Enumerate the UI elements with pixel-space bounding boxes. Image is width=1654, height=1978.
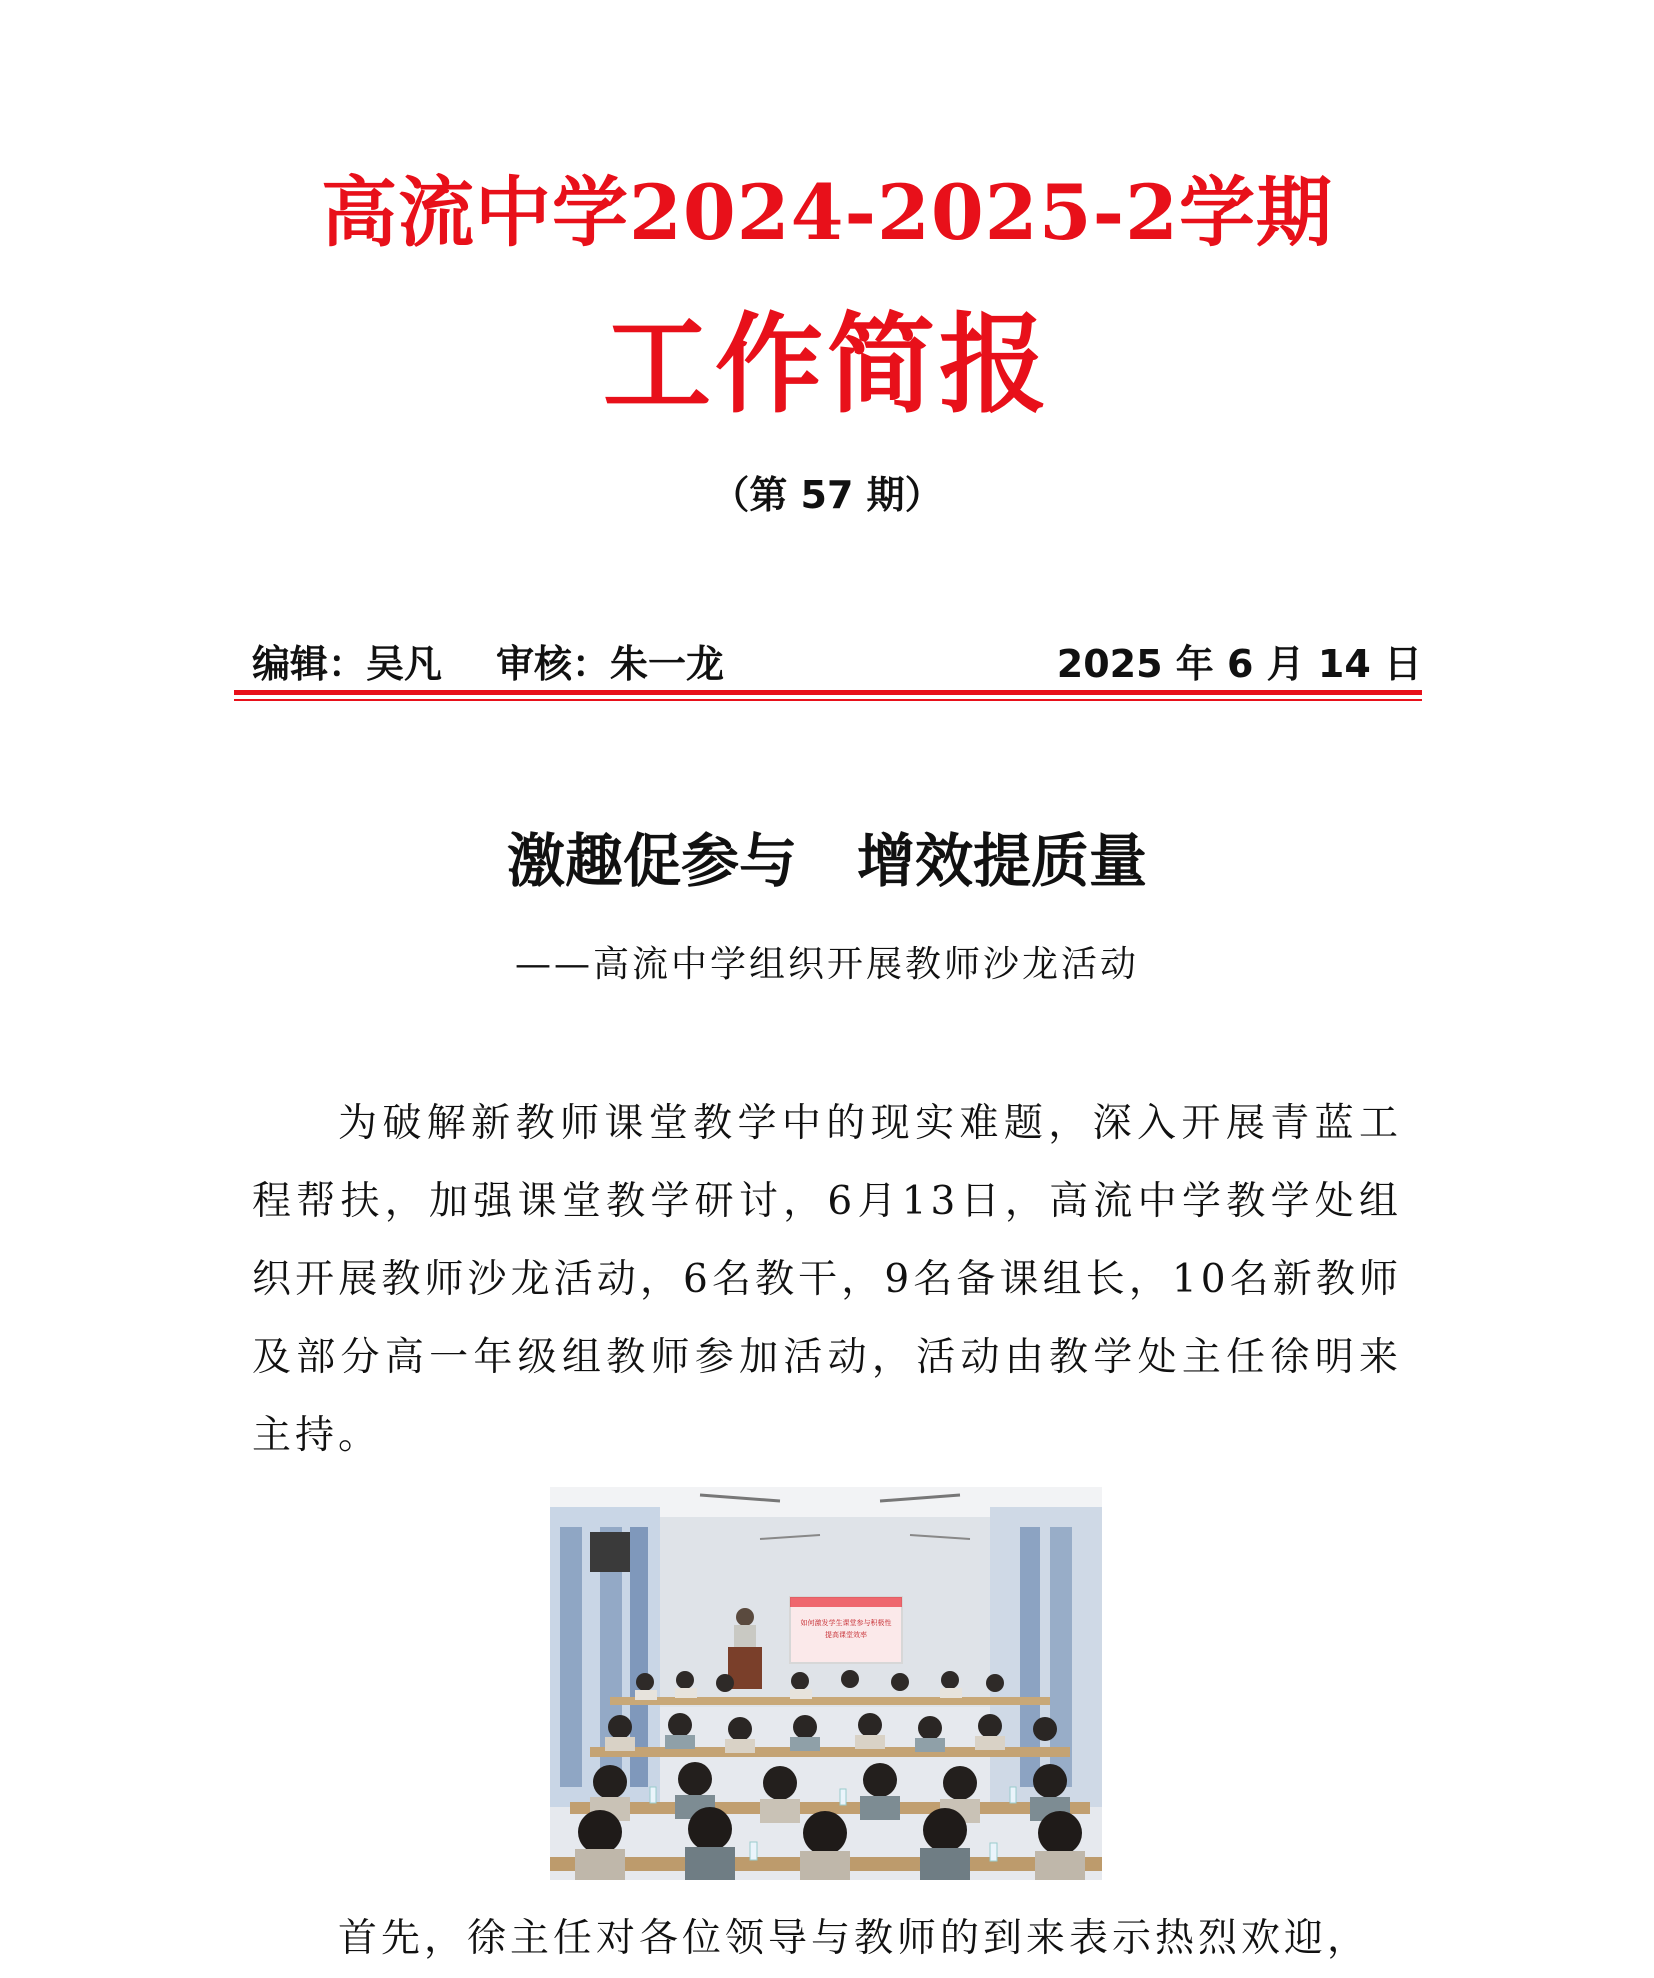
article-title-part1: 激趣促参与 <box>506 827 797 895</box>
header-rule-thin <box>234 699 1422 701</box>
credits <box>252 636 738 692</box>
article-title-part2: 增效提质量 <box>857 827 1148 895</box>
reviewer: 审核：朱一龙 <box>496 642 725 686</box>
editor: 编辑：吴凡 <box>252 642 443 686</box>
article-paragraph: 为破解新教师课堂教学中的现实难题，深入开展青蓝工程帮扶，加强课堂教学研讨，6月13日，高流中学教学处组织开展教师沙龙活动，6名教干，9名备课组长，10名新教师及部分高一年级组教师参加活动，活动由教学处主任徐明来主持。 <box>252 1101 1402 1458</box>
screen-subtitle: 提高课堂效率 <box>825 1631 867 1639</box>
article-title <box>0 826 1654 896</box>
header-rule-thick <box>234 690 1422 695</box>
issue-number: （第 57 期） <box>711 473 943 517</box>
masthead-heading: 工作简报 <box>602 302 1051 428</box>
article-subtitle: ——高流中学组织开展教师沙龙活动 <box>514 944 1139 985</box>
article-paragraph: 首先，徐主任对各位领导与教师的到来表示热烈欢迎， <box>338 1916 1371 1961</box>
meta-line <box>252 636 1422 692</box>
event-photo <box>550 1487 1102 1880</box>
publish-date: 2025 年 6 月 14 日 <box>1056 642 1422 686</box>
masthead-title: 高流中学2024-2025-2学期 <box>320 168 1333 257</box>
screen-title: 如何激发学生课堂参与积极性 <box>800 1619 892 1627</box>
